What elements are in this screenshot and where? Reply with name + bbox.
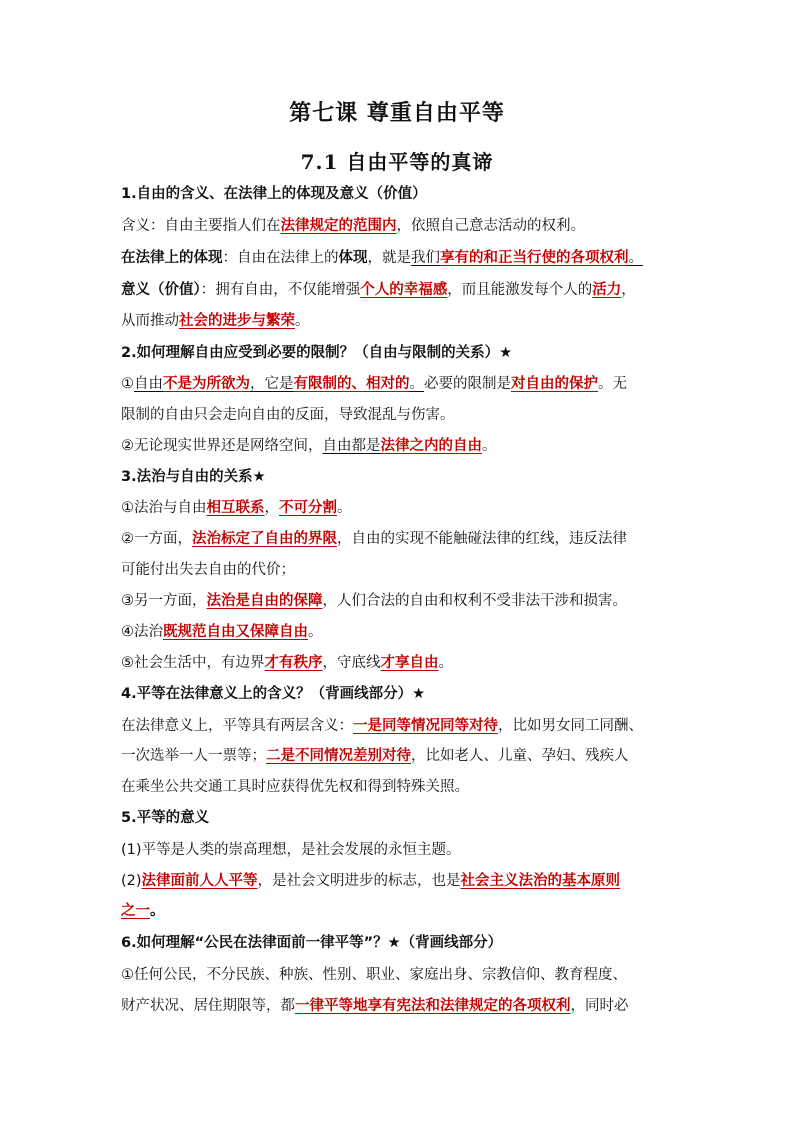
section-6-line-1: ①任何公民，不分民族、种族、性别、职业、家庭出身、宗教信仰、教育程度、 [121,967,627,983]
text: ，人们合法的自由和权利不受非法干涉和损害。 [322,593,627,609]
section-4-line-2 [121,746,681,766]
section-3-line-1 [121,498,681,518]
text: ，是社会文明进步的标志，也是 [257,873,461,889]
section-3-line-6 [121,653,681,673]
section-6-line-2 [121,996,681,1016]
key-point: 有限制的、相对的 [293,376,410,392]
key-point: 相互联系 [206,500,265,516]
text: 财产状况、居住期限等，都 [121,998,295,1014]
text: ，它是 [250,376,294,392]
text: 含义：自由主要指人们在 [121,218,281,234]
text: ，同时必 [570,998,629,1014]
text: 。 [295,313,310,329]
key-point: 个人的幸福感 [360,282,448,298]
text: 我们 [411,250,440,266]
section-1-line-4 [121,311,681,331]
key-point: 活力 [592,282,622,298]
text: ，而且能激发每个人的 [447,282,593,298]
text: ②无论现实世界还是网络空间， [121,438,323,454]
section-4-heading: 4.平等在法律意义上的含义？（背画线部分）★ [121,686,426,702]
text: ④法治 [121,624,163,640]
text: ， [264,500,279,516]
text: 。 [150,903,165,919]
text: ， [621,282,636,298]
section-6-heading: 6.如何理解“公民在法律面前一律平等”？★（背画线部分） [121,935,503,951]
key-point: 才享自由 [380,655,439,671]
key-point: 一是同等情况同等对待 [353,718,498,734]
key-point: 才有秩序 [264,655,323,671]
section-3-heading: 3.法治与自由的关系★ [121,469,266,485]
text: ：自由在法律上的 [222,250,339,266]
section-1-line-2 [121,248,681,268]
text: 。 [482,438,497,454]
label: 意义（价值） [121,282,201,298]
section-5-line-3 [121,901,681,921]
key-point: 二是不同情况差别对待 [266,748,411,764]
page-subtitle: 7.1 自由平等的真谛 [300,150,494,174]
text: 。 [409,376,424,392]
text: (2) [121,873,142,889]
text: 。 [628,250,643,266]
key-point: 享有的和正当行使的各项权利 [440,250,629,266]
text: 一次选举一人一票等； [121,748,266,764]
section-3-line-2 [121,529,681,549]
key-point: 法律规定的范围内 [280,218,397,234]
key-point: 之一 [121,903,150,919]
text: 。 [337,500,352,516]
text: ③另一方面， [121,593,207,609]
section-3-line-3: 可能付出失去自由的代价； [121,562,295,578]
key-point: 不是为所欲为 [163,376,250,392]
section-5-heading: 5.平等的意义 [121,810,210,826]
section-2-line-1 [121,374,681,394]
section-1-line-1 [121,216,681,236]
section-4-line-1 [121,716,681,736]
text: ，自由的实现不能触碰法律的红线，违反法律 [337,531,627,547]
text: 在法律意义上，平等具有两层含义： [121,718,353,734]
key-point: 法律之内的自由 [380,438,482,454]
section-3-line-4 [121,591,681,611]
key-point: 不可分割 [279,500,337,516]
text: 自由 [134,376,163,392]
text: ，依照自己意志活动的权利。 [396,218,585,234]
text: 。 [438,655,453,671]
key-point: 对自由的保护 [511,376,598,392]
text: 。无 [598,376,627,392]
section-5-line-1: (1)平等是人类的崇高理想，是社会发展的永恒主题。 [121,842,461,858]
text: 体现 [338,250,368,266]
key-point: 法律面前人人平等 [141,873,258,889]
text: ，比如老人、儿童、孕妇、残疾人 [411,748,629,764]
section-2-line-2: 限制的自由只会走向自由的反面，导致混乱与伤害。 [121,407,455,423]
text: ①法治与自由 [121,500,207,516]
section-2-line-3 [121,436,681,456]
text: ⑤社会生活中，有边界 [121,655,265,671]
label: 在法律上的体现 [121,250,223,266]
text: ，守底线 [322,655,381,671]
text: ，比如男女同工同酬、 [498,718,643,734]
key-point: 社会主义法治的基本原则 [460,873,621,889]
text: 。 [308,624,323,640]
key-point: 一律平等地享有宪法和法律规定的各项权利 [295,998,571,1014]
key-point: 法治标定了自由的界限 [192,531,337,547]
text: 自由都是 [322,438,381,454]
key-point: 法治是自由的保障 [206,593,323,609]
section-4-line-3: 在乘坐公共交通工具时应获得优先权和得到特殊关照。 [121,779,469,795]
text: ②一方面， [121,531,192,547]
text: ① [121,376,134,392]
text: ，就是 [367,250,411,266]
key-point: 既规范自由又保障自由 [163,624,308,640]
page-title: 第七课 尊重自由平等 [289,100,505,126]
section-1-heading: 1.自由的含义、在法律上的体现及意义（价值） [121,186,427,202]
text: ：拥有自由，不仅能增强 [200,282,361,298]
section-3-line-5 [121,622,681,642]
section-2-heading: 2.如何理解自由应受到必要的限制？（自由与限制的关系）★ [121,345,513,361]
section-5-line-2 [121,871,681,891]
key-point: 社会的进步与繁荣 [179,313,295,329]
section-1-line-3 [121,280,681,300]
text: 从而推动 [121,313,179,329]
text: 必要的限制是 [424,376,511,392]
